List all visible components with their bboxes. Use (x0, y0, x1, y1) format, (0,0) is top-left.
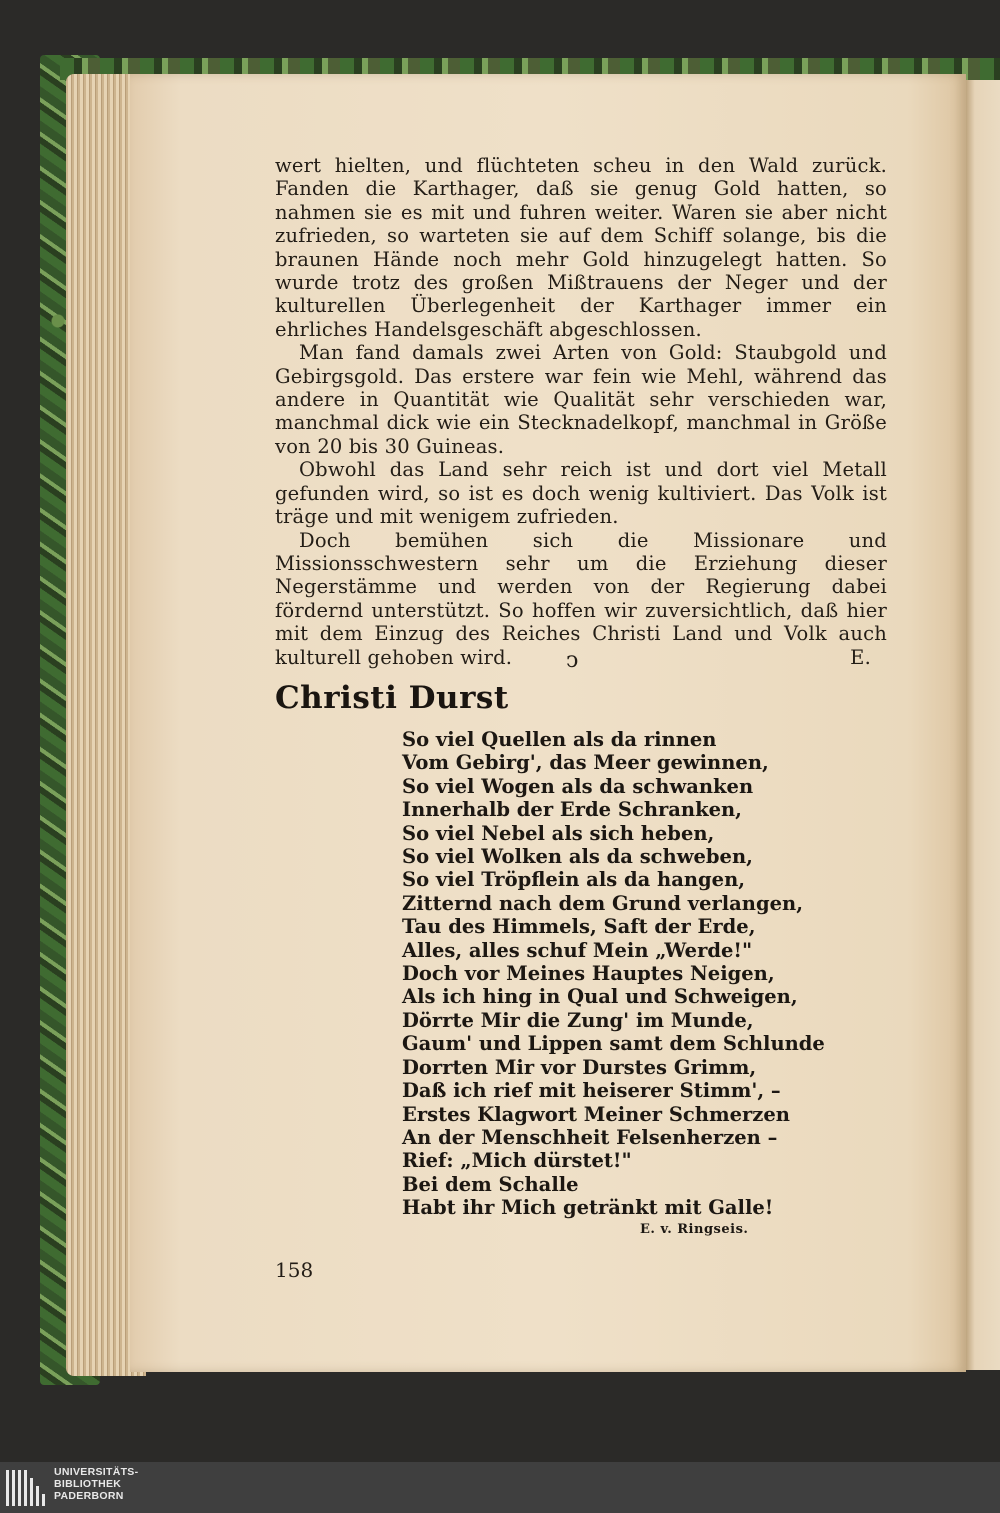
poem-line: Innerhalb der Erde Schranken, (402, 798, 742, 822)
poem-line: Zitternd nach dem Grund verlangen, (402, 891, 803, 915)
library-footer (0, 1462, 1000, 1513)
paragraph (275, 529, 887, 669)
poem-author: E. v. Ringseis. (640, 1222, 749, 1237)
poem-line: Doch vor Meines Hauptes Neigen, (402, 962, 775, 986)
poem-line: So viel Wolken als da schweben, (402, 845, 753, 869)
poem-line: Alles, alles schuf Mein „Werde!" (402, 938, 753, 962)
poem-line: Dörrte Mir die Zung' im Munde, (402, 1008, 754, 1032)
poem-line: So viel Tröpflein als da hangen, (402, 868, 746, 892)
library-logo-line: UNIVERSITÄTS- (54, 1466, 139, 1478)
poem-line: Als ich hing in Qual und Schweigen, (402, 985, 798, 1009)
poem-line: Rief: „Mich dürstet!" (402, 1149, 632, 1173)
poem-line: Erstes Klagwort Meiner Schmerzen (402, 1102, 790, 1126)
paragraph: Obwohl das Land sehr reich ist und dort viel Metall gefunden wird, so ist es doch wenig kultiviert. Das Volk ist träge und mit wenigem zufrieden. (275, 458, 887, 529)
poem-line: Dorrten Mir vor Durstes Grimm, (402, 1055, 757, 1079)
poem-line: Tau des Himmels, Saft der Erde, (402, 915, 756, 939)
paragraph: wert hielten, und flüchteten scheu in den Wald zurück. Fanden die Karthager, daß sie genug Gold hatten, so nahmen sie es mit und fuhren weiter. Waren sie aber nicht zufrieden, so warteten sie auf dem Schiff solange, bis die braunen Hände noch mehr Gold hinzugelegt hatten. So wurde trotz des großen Mißtrauens der Neger und der kulturellen Überlegenheit der Karthager immer ein ehrliches Handelsgeschäft abgeschlossen. (275, 154, 887, 341)
poem-line: Daß ich rief mit heiserer Stimm', – (402, 1079, 781, 1103)
facing-page-edge (964, 80, 1000, 1370)
article-signature: E. (850, 645, 871, 669)
library-logo-icon (4, 1468, 48, 1508)
poem-line: Bei dem Schalle (402, 1172, 579, 1196)
paragraph: Man fand damals zwei Arten von Gold: Staubgold und Gebirgsgold. Das erstere war fein wie Mehl, während das andere in Quantität wie Qualität sehr verschieden war, manchmal dick wie ein Stecknadelkopf, manchmal in Größe von 20 bis 30 Guineas. (275, 341, 887, 458)
poem-line: So viel Quellen als da rinnen (402, 728, 717, 751)
poem-line: An der Menschheit Felsenherzen – (402, 1125, 778, 1149)
poem-line: So viel Wogen als da schwanken (402, 774, 754, 798)
poem-line: Vom Gebirg', das Meer gewinnen, (402, 751, 769, 775)
library-logo-line: BIBLIOTHEK (54, 1478, 122, 1490)
poem-line: Gaum' und Lippen samt dem Schlunde (402, 1032, 825, 1056)
poem-title: Christi Durst (275, 680, 509, 716)
poem-body (402, 728, 825, 1220)
poem-line: So viel Nebel als sich heben, (402, 821, 715, 845)
article-body (275, 154, 887, 669)
library-logo-line: PADERBORN (54, 1490, 124, 1502)
paragraph-text: Doch bemühen sich die Missionare und Missionsschwestern sehr um die Erziehung dieser Negerstämme und werden von der Regierung dabei fördernd unterstützt. So hoffen wir zuversichtlich, daß hier mit dem Einzug des Reiches Christi Land und Volk auch kulturell gehoben wird. (275, 528, 887, 669)
section-divider-ornament: ↄ (566, 648, 579, 673)
poem-line: Habt ihr Mich getränkt mit Galle! (402, 1196, 774, 1220)
page-number: 158 (275, 1258, 314, 1282)
library-logo-text (54, 1466, 138, 1502)
